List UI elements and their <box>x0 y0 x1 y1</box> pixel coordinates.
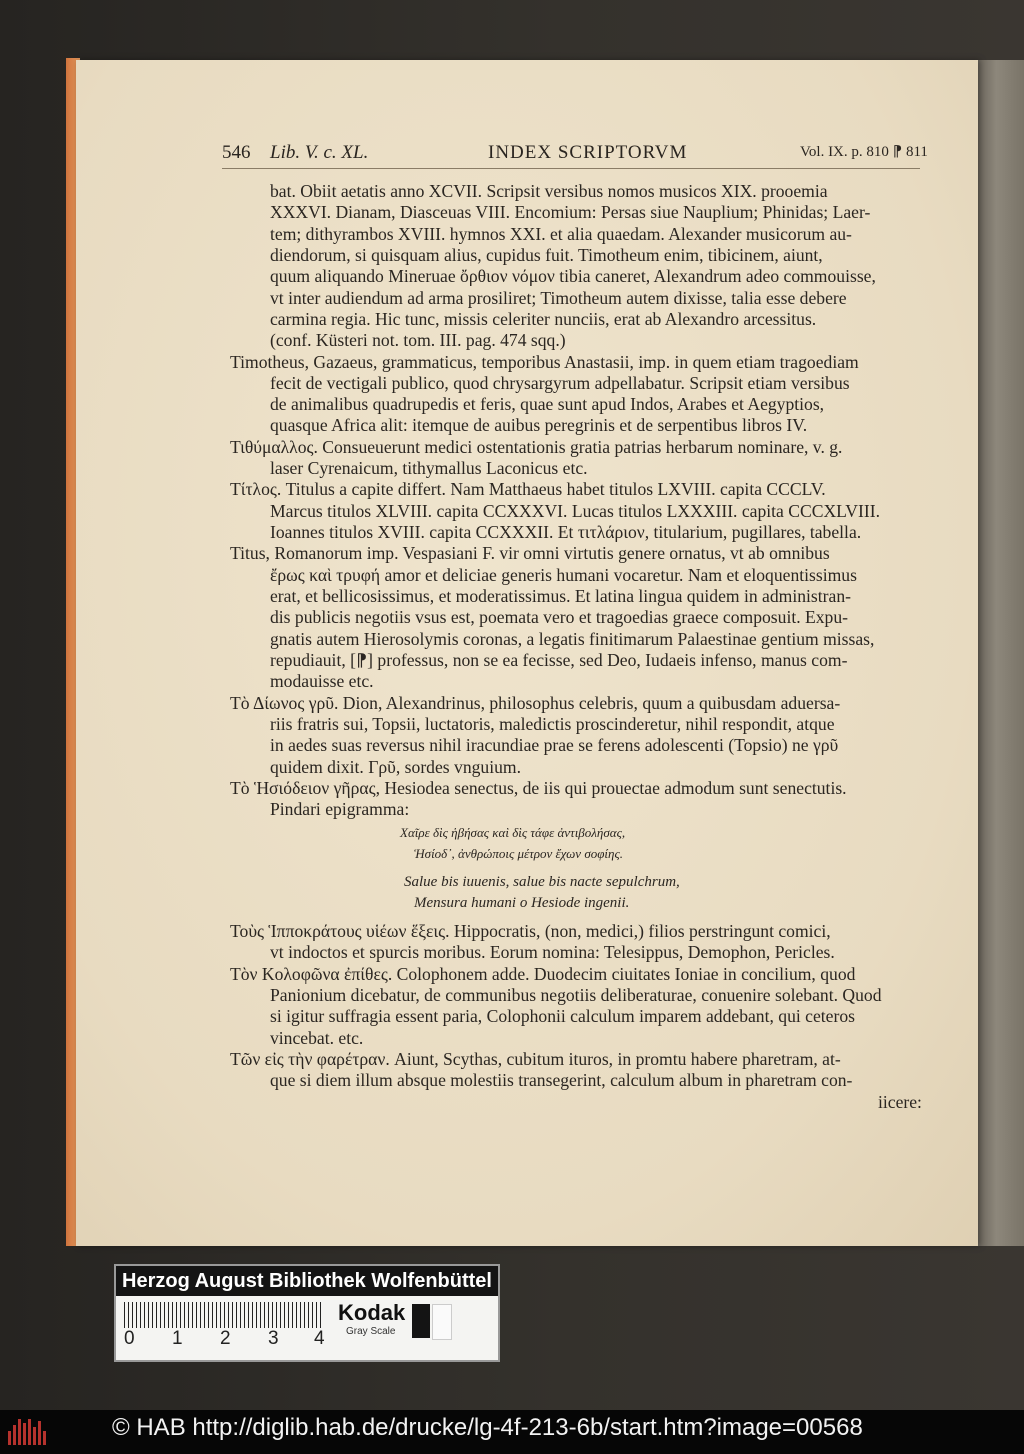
greek-verse-line: Χαῖρε δὶς ἡβήσας καὶ δὶς τάφε ἀντιβολήσας, <box>400 825 626 840</box>
page-number: 546 <box>222 142 251 163</box>
text-line: quum aliquando Mineruae ὄρθιον νόμον tibia caneret, Alexandrum adeo commouisse, <box>270 266 876 286</box>
text-line: diendorum, si quisquam alius, cupidus fuit. Timotheum enim, tibicinem, aiunt, <box>270 245 823 265</box>
running-title: INDEX SCRIPTORVM <box>488 142 688 163</box>
latin-verse-line: Mensura humani o Hesiode ingenii. <box>414 895 630 911</box>
entry-line: Τῶν εἰς τὴν φαρέτραν. Aiunt, Scythas, cubitum ituros, in promtu habere pharetram, at- <box>230 1049 841 1069</box>
text-line: quidem dixit. Γρῦ, sordes vnguium. <box>270 757 521 777</box>
catchword: iicere: <box>878 1092 922 1112</box>
entry-line: Τοὺς Ἱπποκράτους υἱέων ἕξεις. Hippocratis, (non, medici,) filios perstringunt comici, <box>230 921 831 941</box>
text-line: erat, et bellicosissimus, et moderatissimus. Et latina lingua quidem in administran- <box>270 586 851 606</box>
entry-line: Titus, Romanorum imp. Vespasiani F. vir omni virtutis genere ornatus, vt ab omnibus <box>230 543 830 563</box>
text-line: repudiauit, [⁋] professus, non se ea fecisse, sed Deo, Iudaeis infenso, manus com- <box>270 650 848 670</box>
text-line: fecit de vectigali publico, quod chrysargyrum adpellabatur. Scripsit etiam versibus <box>270 373 850 393</box>
white-swatch <box>432 1304 452 1340</box>
text-line: ἔρως καὶ τρυφή amor et deliciae generis humani vocaretur. Nam et eloquentissimus <box>270 565 857 585</box>
text-line: (conf. Küsteri not. tom. III. pag. 474 sqq.) <box>270 330 566 350</box>
greek-verse-line: Ἡσίοδ᾽, ἀνθρώποις μέτρον ἔχων σοφίης. <box>414 846 624 861</box>
text-line: si igitur suffragia essent paria, Colophonii calculum imparem addebant, qui ceteros <box>270 1006 855 1026</box>
text-line: vincebat. etc. <box>270 1028 364 1048</box>
text-line: dis publicis negotiis vsus est, poemata vero et tragoedias graece composuit. Expu- <box>270 607 849 627</box>
color-reference-card <box>114 1264 500 1362</box>
entry-line: Τίτλος. Titulus a capite differt. Nam Matthaeus habet titulos LXVIII. capita CCCLV. <box>230 479 826 499</box>
ruler-number: 3 <box>268 1328 279 1349</box>
text-line: modauisse etc. <box>270 671 374 691</box>
gray-scale-label: Gray Scale <box>346 1326 396 1337</box>
entry-line: Τιθύμαλλος. Consueuerunt medici ostentationis gratia patrias herbarum nominare, v. g. <box>230 437 843 457</box>
latin-verse-line: Salue bis iuuenis, salue bis nacte sepulchrum, <box>404 874 680 890</box>
text-line: carmina regia. Hic tunc, missis celeriter nunciis, erat ab Alexandro arcessitus. <box>270 309 817 329</box>
ruler-number: 2 <box>220 1328 231 1349</box>
entry-line: Τὸ Ἡσιόδειον γῆρας, Hesiodea senectus, de iis qui prouectae admodum sunt senectutis. <box>230 778 847 798</box>
text-line: XXXVI. Dianam, Diasceuas VIII. Encomium: Persas siue Nauplium; Phinidas; Laer- <box>270 202 871 222</box>
ruler-number: 0 <box>124 1328 135 1349</box>
text-line: Ioannes titulos XVIII. capita CCXXXII. Et τιτλάριον, titularium, pugillares, tabella. <box>270 522 862 542</box>
volume-ref: Vol. IX. p. 810 ⁋ 811 <box>800 144 928 160</box>
card-title: Herzog August Bibliothek Wolfenbüttel <box>116 1266 498 1296</box>
ruler-ticks <box>124 1302 324 1328</box>
text-line: Marcus titulos XLVIII. capita CCXXXVI. Lucas titulos LXXXIII. capita CCCXLVIII. <box>270 501 880 521</box>
black-swatch <box>412 1304 430 1338</box>
text-line: Pindari epigramma: <box>270 799 410 819</box>
copyright-notice: © HAB http://diglib.hab.de/drucke/lg-4f-213-6b/start.htm?image=00568 <box>112 1414 863 1441</box>
header-rule <box>222 168 920 169</box>
text-line: que si diem illum absque molestiis transegerint, calculum album in pharetram con- <box>270 1070 853 1090</box>
text-line: laser Cyrenaicum, tithymallus Laconicus etc. <box>270 458 588 478</box>
entry-line: Τὸ Δίωνος γρῦ. Dion, Alexandrinus, philosophus celebris, quum a quibusdam aduersa- <box>230 693 841 713</box>
hab-logo-icon <box>8 1419 46 1445</box>
text-line: bat. Obiit aetatis anno XCVII. Scripsit versibus nomos musicos XIX. prooemia <box>270 181 828 201</box>
text-line: de animalibus quadrupedis et feris, quae sunt apud Indos, Arabes et Aegyptios, <box>270 394 825 414</box>
entry-line: Τὸν Κολοφῶνα ἐπίθες. Colophonem adde. Duodecim ciuitates Ioniae in concilium, quod <box>230 964 856 984</box>
text-line: vt inter audiendum ad arma prosiliret; Timotheum autem dixisse, talia esse debere <box>270 288 847 308</box>
text-line: tem; dithyrambos XVIII. hymnos XXI. et alia quaedam. Alexander musicorum au- <box>270 224 852 244</box>
entry-line: Timotheus, Gazaeus, grammaticus, temporibus Anastasii, imp. in quem etiam tragoediam <box>230 352 859 372</box>
kodak-logo: Kodak <box>338 1300 406 1325</box>
adjacent-page-edge <box>978 60 1024 1246</box>
chapter-ref: Lib. V. c. XL. <box>270 142 369 163</box>
text-line: vt indoctos et spurcis moribus. Eorum nomina: Telesippus, Demophon, Pericles. <box>270 942 835 962</box>
text-line: gnatis autem Hierosolymis coronas, a legatis finitimarum Palaestinae gentium missas, <box>270 629 875 649</box>
ruler-number: 1 <box>172 1328 183 1349</box>
ruler-number: 4 <box>314 1328 325 1349</box>
text-line: riis fratris sui, Topsii, luctatoris, maledictis proscinderetur, nihil respondit, atque <box>270 714 835 734</box>
text-line: quasque Africa alit: itemque de auibus peregrinis et de serpentibus libros IV. <box>270 415 808 435</box>
text-line: in aedes suas reversus nihil iracundiae prae se ferens adolescenti (Topsio) ne γρῦ <box>270 735 839 755</box>
text-line: Panionium dicebatur, de communibus negotiis deliberaturae, conuenire solebant. Quod <box>270 985 882 1005</box>
